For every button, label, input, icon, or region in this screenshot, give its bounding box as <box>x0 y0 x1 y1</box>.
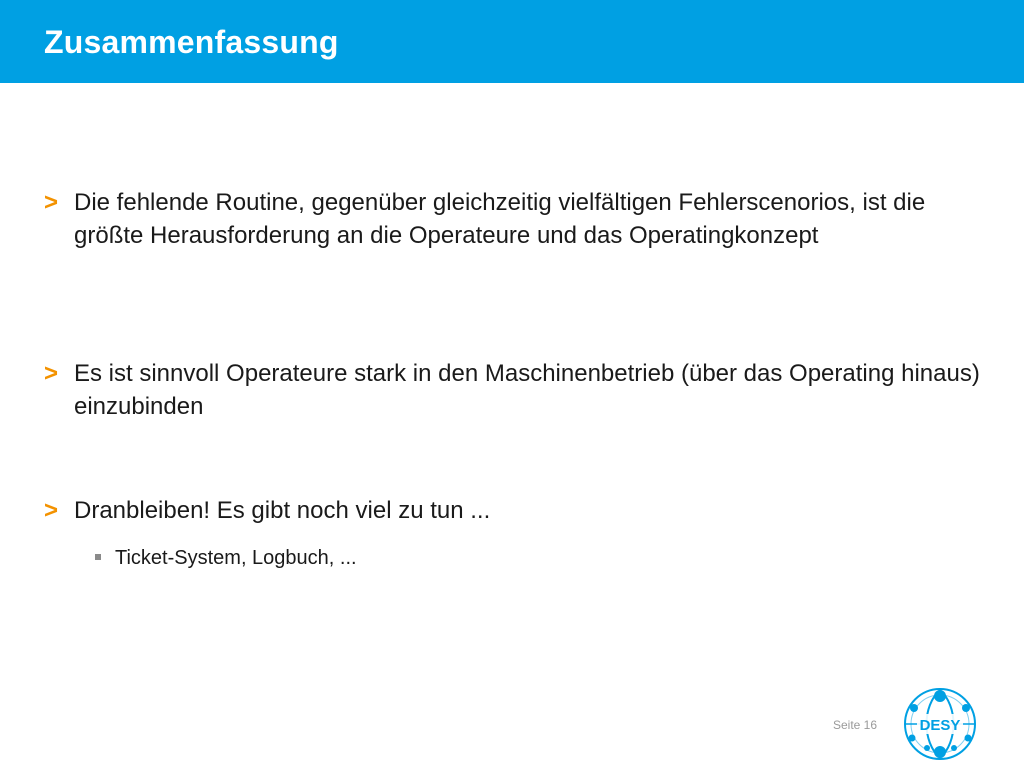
desy-logo <box>902 686 978 762</box>
slide-title: Zusammenfassung <box>44 24 339 60</box>
sub-bullet-item <box>95 545 357 571</box>
title-bar <box>0 0 1024 83</box>
bullet-text: Die fehlende Routine, gegenüber gleichzeitig vielfältigen Fehlerscenorios, ist die größte Herausforderung an die Operateure und das Operatingkonzept <box>74 189 926 249</box>
bullet-marker: > <box>44 360 59 387</box>
logo-text: DESY <box>919 717 961 734</box>
bullet-item <box>44 357 984 423</box>
bullet-item <box>44 494 984 527</box>
bullet-marker: > <box>44 189 59 216</box>
bullet-marker: > <box>44 497 59 524</box>
square-bullet-icon <box>95 554 101 560</box>
bullet-text: Dranbleiben! Es gibt noch viel zu tun ... <box>74 497 491 524</box>
bullet-text: Es ist sinnvoll Operateure stark in den Maschinenbetrieb (über das Operating hinaus) einzubinden <box>74 360 980 420</box>
sub-bullet-text: Ticket-System, Logbuch, ... <box>115 547 357 569</box>
page-number: Seite 16 <box>833 718 878 732</box>
bullet-item <box>44 186 984 252</box>
